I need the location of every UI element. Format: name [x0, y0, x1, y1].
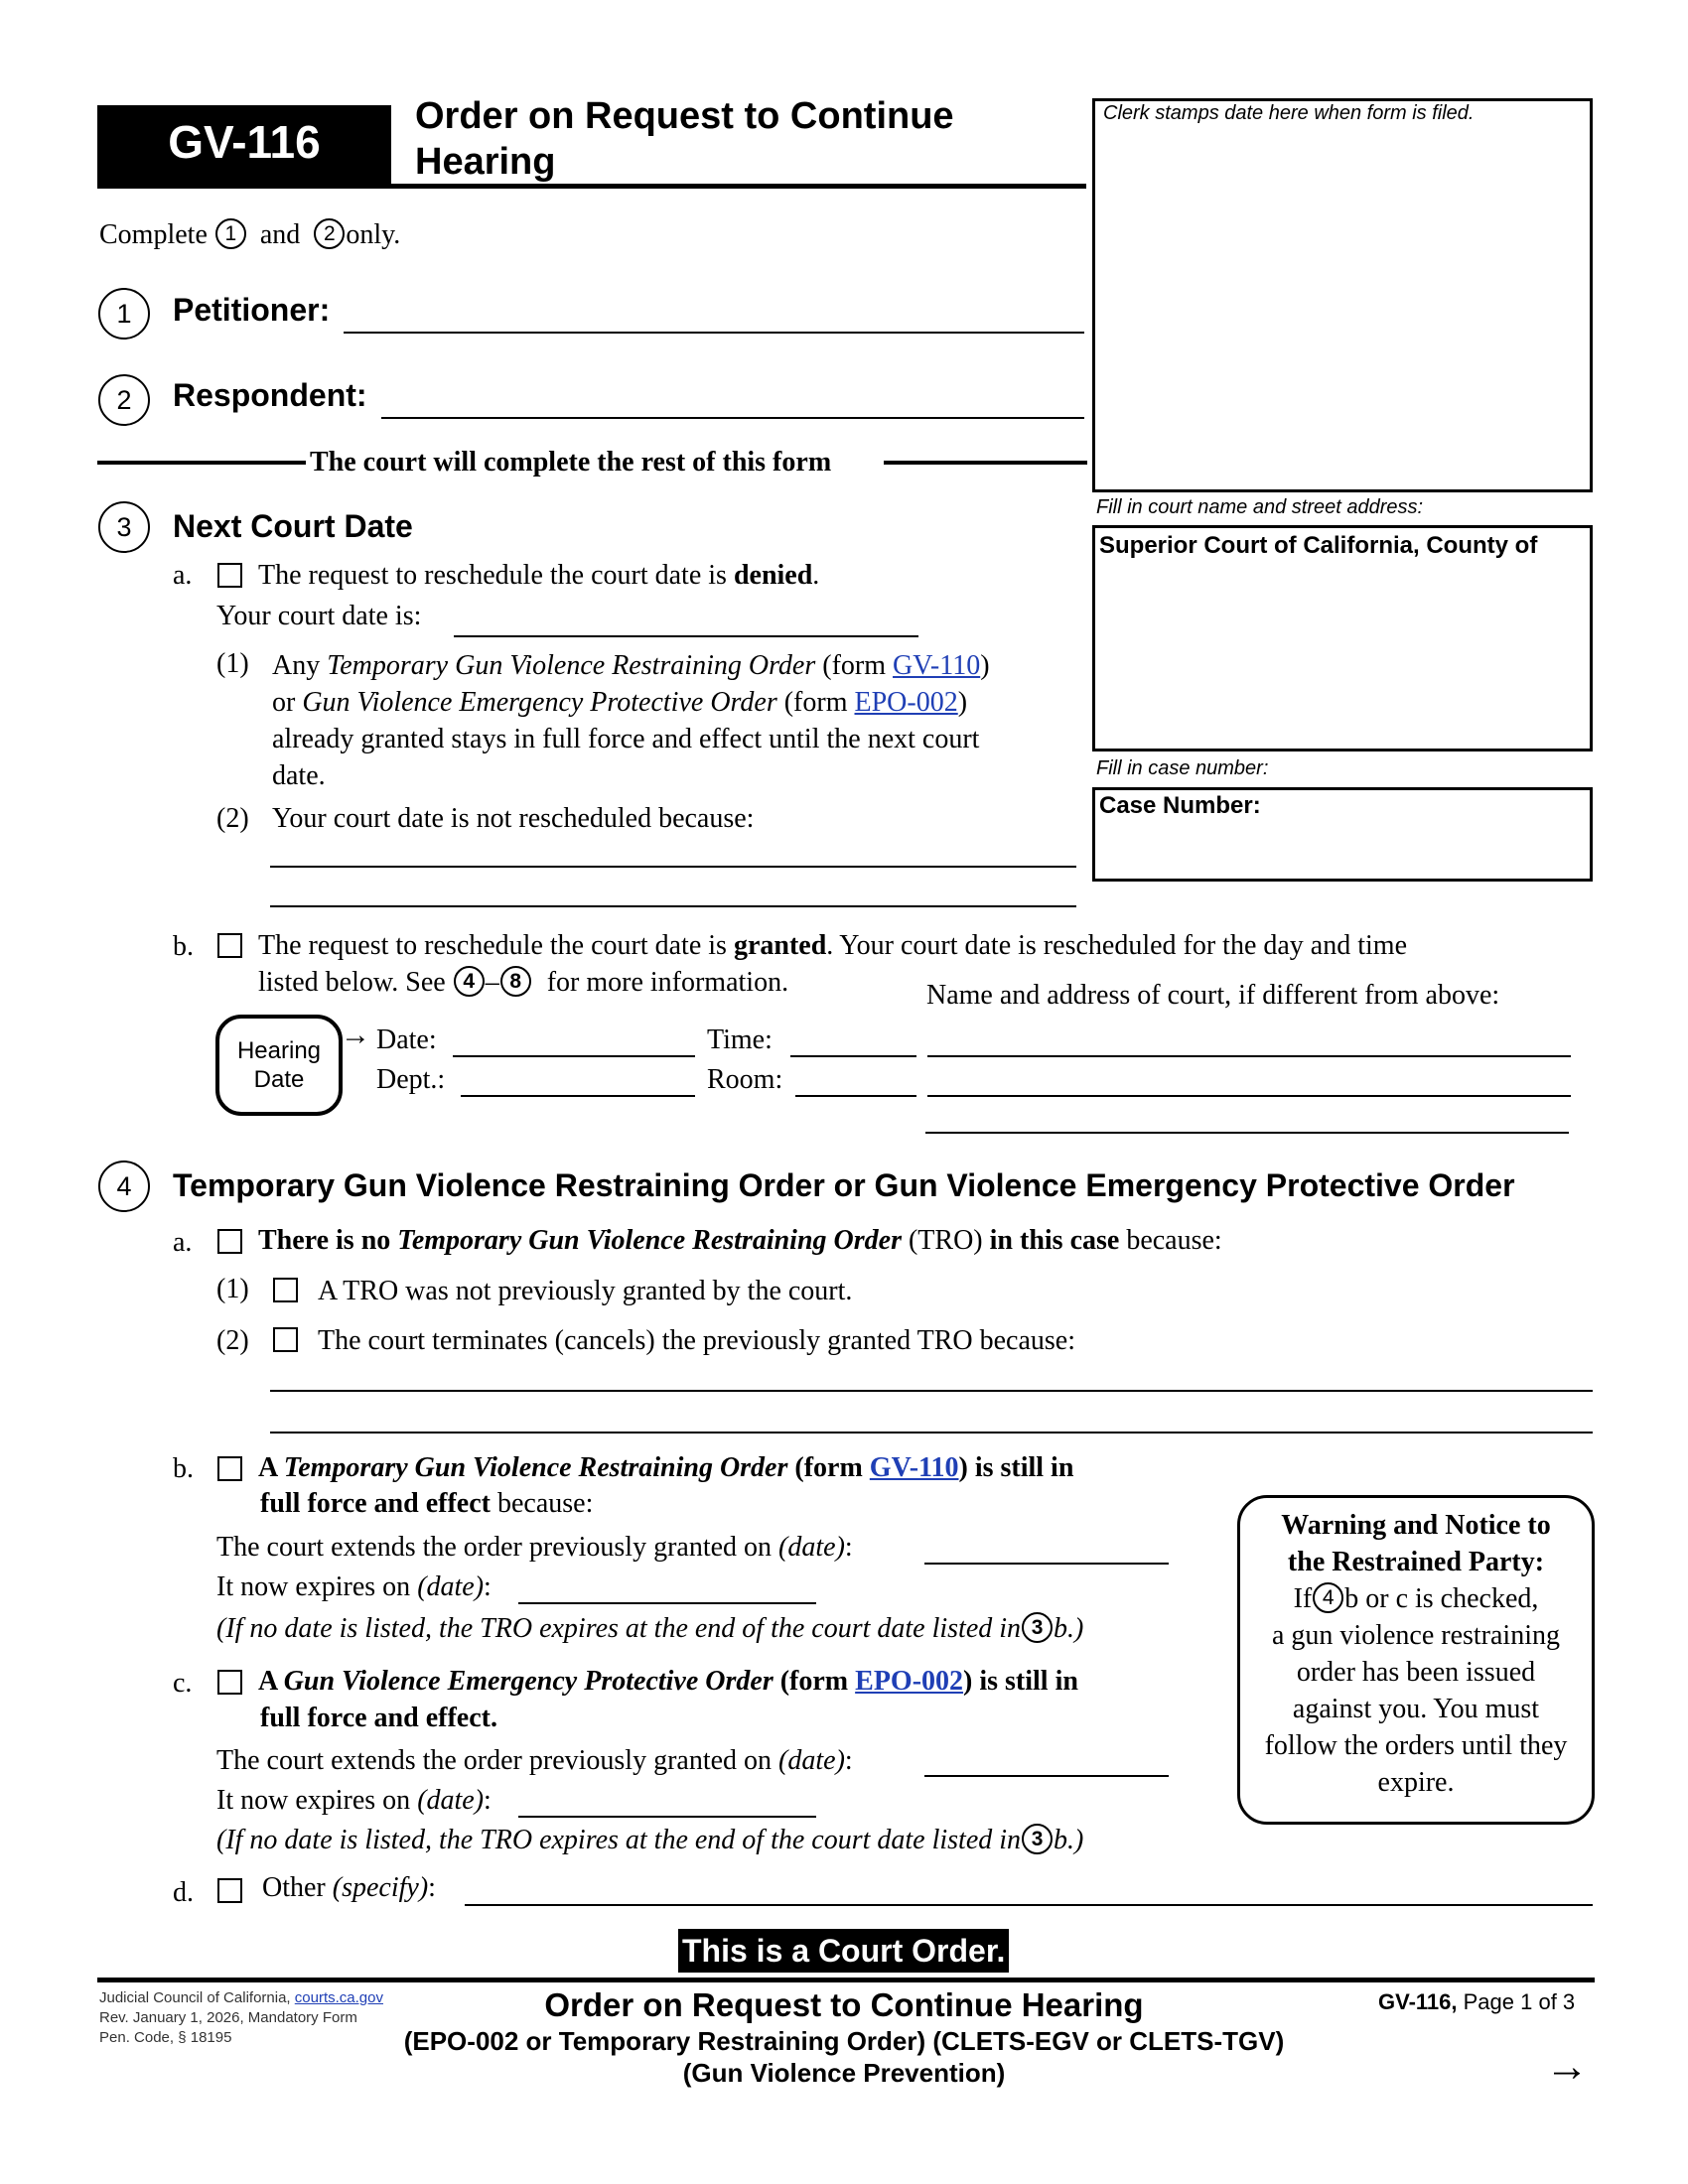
para-2-text: Your court date is not rescheduled because:	[272, 803, 755, 834]
warning-title-line2: the Restrained Party:	[1287, 1547, 1545, 1577]
epo-expiry-note: (If no date is listed, the TRO expires at the end of the court date listed in 3 b.)	[216, 1825, 1084, 1855]
request-granted-checkbox[interactable]	[217, 933, 242, 958]
court-address-line-2[interactable]	[927, 1095, 1571, 1097]
tro-not-granted-text: A TRO was not previously granted by the court.	[318, 1276, 853, 1306]
section-2-number: 2	[98, 374, 150, 426]
warning-line1: If 4 b or c is checked,	[1293, 1583, 1539, 1614]
dept-field[interactable]	[461, 1095, 695, 1097]
not-rescheduled-reason-line-2[interactable]	[270, 905, 1076, 907]
next-page-arrow-icon[interactable]: →	[1545, 2042, 1589, 2091]
gv-110-link-2[interactable]: GV-110	[869, 1452, 959, 1483]
hearing-arrow-icon: →	[341, 1019, 370, 1051]
para-4a1-number: (1)	[216, 1274, 249, 1304]
request-granted-text: The request to reschedule the court date is granted. Your court date is rescheduled for the day and time	[258, 930, 1407, 961]
epo-extends-label: The court extends the order previously granted on (date):	[216, 1745, 853, 1776]
court-order-banner: This is a Court Order.	[678, 1929, 1009, 1973]
court-date-field[interactable]	[454, 635, 918, 637]
court-address-line-1[interactable]	[927, 1055, 1571, 1057]
date-field[interactable]	[453, 1055, 695, 1057]
other-checkbox[interactable]	[217, 1878, 242, 1903]
form-id-badge	[97, 105, 391, 179]
hearing-date-box: Hearing Date	[215, 1015, 343, 1116]
respondent-label: Respondent:	[173, 377, 367, 413]
case-number-hint: Fill in case number:	[1096, 757, 1269, 779]
tro-section-title: Temporary Gun Violence Restraining Order or Gun Violence Emergency Protective Order	[173, 1167, 1515, 1203]
court-name-hint: Fill in court name and street address:	[1096, 496, 1424, 518]
tro-terminated-text: The court terminates (cancels) the previously granted TRO because:	[318, 1325, 1075, 1356]
room-label: Room:	[707, 1064, 783, 1095]
no-tro-checkbox[interactable]	[217, 1229, 242, 1254]
epo-in-effect-line2: full force and effect.	[260, 1703, 497, 1733]
divider-right	[884, 461, 1087, 465]
item-3-ref: 3	[1022, 1612, 1053, 1643]
no-tro-text: There is no Temporary Gun Violence Restraining Order (TRO) in this case because:	[258, 1225, 1222, 1256]
date-label: Date:	[376, 1024, 437, 1055]
section-4-number: 4	[98, 1160, 150, 1212]
footer-page: GV-116, Page 1 of 3	[1378, 1989, 1576, 2014]
item-1-marker: 1	[215, 218, 246, 249]
section-3a-letter: a.	[173, 560, 193, 591]
other-label: Other (specify):	[262, 1872, 436, 1903]
clerk-stamp-box[interactable]	[1092, 98, 1593, 492]
para-2-number: (2)	[216, 803, 249, 834]
section-4a-letter: a.	[173, 1227, 193, 1258]
epo-expires-label: It now expires on (date):	[216, 1785, 492, 1816]
next-court-date-title: Next Court Date	[173, 508, 413, 544]
respondent-field[interactable]	[381, 417, 1084, 419]
courts-link[interactable]: courts.ca.gov	[294, 1989, 383, 2006]
header-rule	[97, 184, 1086, 189]
form-title	[415, 93, 954, 185]
tro-expires-date-field[interactable]	[518, 1602, 816, 1604]
section-4c-letter: c.	[173, 1668, 193, 1699]
court-address-label: Name and address of court, if different from above:	[926, 980, 1500, 1011]
request-denied-text: The request to reschedule the court date is denied.	[258, 560, 820, 591]
footer-title: Order on Request to Continue Hearing (EPO-002 or Temporary Restraining Order) (CLETS-EGV or CLETS-TGV) (Gun Violence Prevention)	[403, 1986, 1285, 2088]
court-date-label: Your court date is:	[216, 601, 422, 631]
tro-in-effect-text: A Temporary Gun Violence Restraining Order (form GV-110) is still in	[258, 1452, 1074, 1483]
item-4-ref: 4	[454, 966, 485, 997]
tro-in-effect-line2: full force and effect because:	[260, 1488, 594, 1519]
time-field[interactable]	[790, 1055, 916, 1057]
tro-not-granted-checkbox[interactable]	[273, 1278, 298, 1302]
epo-extends-date-field[interactable]	[924, 1775, 1169, 1777]
clerk-stamp-label: Clerk stamps date here when form is filed.	[1103, 102, 1475, 124]
item-4-ref-warning: 4	[1313, 1582, 1343, 1613]
tro-expires-label: It now expires on (date):	[216, 1571, 492, 1602]
time-label: Time:	[707, 1024, 773, 1055]
para-1-text: Any Temporary Gun Violence Restraining Order (form GV-110) or Gun Violence Emergency Protective Order (form EPO-002) already granted stays in full force and effect until the next court date.	[272, 650, 990, 791]
dept-label: Dept.:	[376, 1064, 446, 1095]
room-field[interactable]	[795, 1095, 916, 1097]
petitioner-field[interactable]	[344, 332, 1084, 334]
tro-terminated-reason-line-1[interactable]	[270, 1390, 1593, 1392]
section-3b-letter: b.	[173, 931, 194, 962]
section-4d-letter: d.	[173, 1877, 194, 1908]
epo-002-link[interactable]: EPO-002	[854, 687, 958, 718]
section-3-number: 3	[98, 501, 150, 553]
epo-in-effect-text: A Gun Violence Emergency Protective Order (form EPO-002) is still in	[258, 1666, 1078, 1697]
court-complete-divider: The court will complete the rest of this form	[310, 447, 832, 478]
warning-title-line1: Warning and Notice to	[1281, 1510, 1551, 1541]
court-name-label: Superior Court of California, County of	[1099, 532, 1538, 559]
tro-extends-label: The court extends the order previously granted on (date):	[216, 1532, 853, 1563]
epo-in-effect-checkbox[interactable]	[217, 1670, 242, 1695]
section-4b-letter: b.	[173, 1453, 194, 1484]
case-number-box[interactable]	[1092, 787, 1593, 882]
form-id: GV-116	[168, 116, 321, 168]
form-title-line1: Order on Request to Continue	[415, 95, 954, 137]
see-items-text: listed below. See 4 – 8 for more information.	[258, 967, 789, 998]
court-name-box[interactable]	[1092, 525, 1593, 751]
epo-expires-date-field[interactable]	[518, 1816, 816, 1818]
para-4a2-number: (2)	[216, 1325, 249, 1356]
intro-line: Complete 1 and 2 only.	[99, 219, 401, 250]
tro-expiry-note: (If no date is listed, the TRO expires at the end of the court date listed in 3 b.)	[216, 1613, 1084, 1644]
petitioner-label: Petitioner:	[173, 292, 331, 328]
gv-110-link[interactable]: GV-110	[893, 650, 981, 681]
tro-terminated-reason-line-2[interactable]	[270, 1432, 1593, 1433]
item-8-ref: 8	[500, 966, 531, 997]
footer-rule	[97, 1978, 1595, 1982]
request-denied-checkbox[interactable]	[217, 563, 242, 588]
footer-left: Judicial Council of California, courts.ca.gov Rev. January 1, 2026, Mandatory Form Pen. Code, § 18195	[99, 1989, 383, 2046]
warning-notice-box: Warning and Notice to the Restrained Party: If 4 b or c is checked, a gun violence restraining order has been issued against you. You must follow the orders until they expire.	[1237, 1495, 1595, 1825]
other-specify-field[interactable]	[465, 1904, 1593, 1906]
tro-in-effect-checkbox[interactable]	[217, 1456, 242, 1481]
divider-left	[97, 461, 306, 465]
court-address-line-3[interactable]	[925, 1132, 1569, 1134]
case-number-label: Case Number:	[1099, 792, 1261, 819]
section-1-number: 1	[98, 288, 150, 340]
item-3-ref-2: 3	[1022, 1824, 1053, 1854]
tro-terminated-checkbox[interactable]	[273, 1327, 298, 1352]
not-rescheduled-reason-line-1[interactable]	[270, 866, 1076, 868]
form-title-line2: Hearing	[415, 141, 556, 183]
item-2-marker: 2	[314, 218, 345, 249]
epo-002-link-2[interactable]: EPO-002	[855, 1666, 964, 1697]
para-1-number: (1)	[216, 648, 249, 679]
tro-extends-date-field[interactable]	[924, 1563, 1169, 1565]
